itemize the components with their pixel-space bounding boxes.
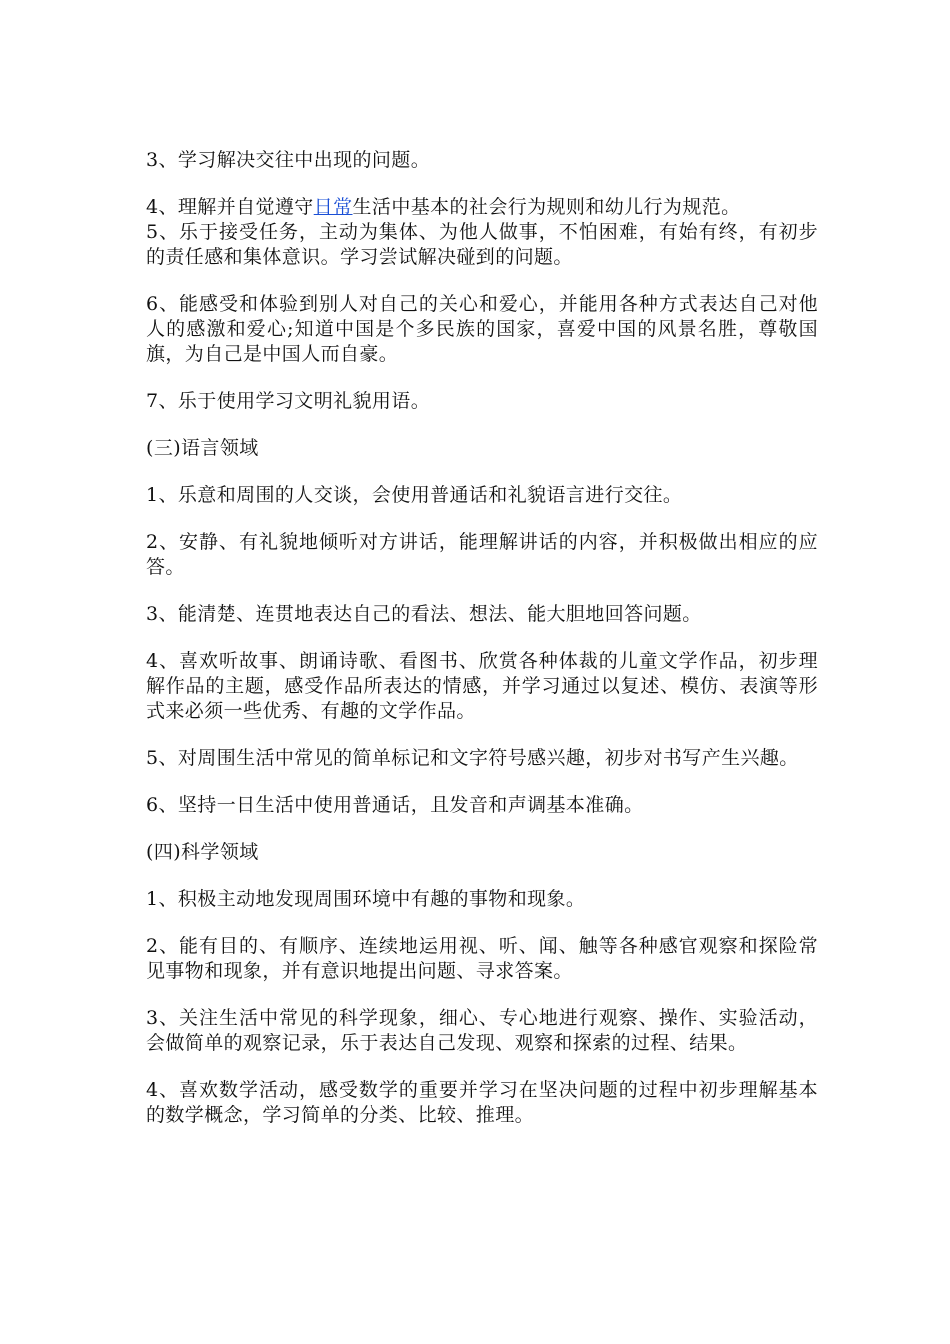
paragraph-science-1: 1、积极主动地发现周围环境中有趣的事物和现象。: [146, 888, 586, 910]
section-heading-science: (四)科学领域: [146, 841, 259, 863]
document-body: [146, 148, 818, 1150]
paragraph-language-2: 2、安静、有礼貌地倾听对方讲话，能理解讲话的内容，并积极做出相应的应答。: [146, 531, 818, 578]
paragraph-social-6: 6、能感受和体验到别人对自己的关心和爱心，并能用各种方式表达自己对他人的感激和爱心;知道中国是个多民族的国家，喜爱中国的风景名胜，尊敬国旗，为自己是中国人而自豪。: [146, 293, 818, 365]
paragraph-language-5: 5、对周围生活中常见的简单标记和文字符号感兴趣，初步对书写产生兴趣。: [146, 747, 799, 769]
paragraph-language-6: 6、坚持一日生活中使用普通话，且发音和声调基本准确。: [146, 794, 644, 816]
paragraph-social-5: 5、乐于接受任务，主动为集体、为他人做事，不怕困难，有始有终，有初步的责任感和集体意识。学习尝试解决碰到的问题。: [146, 221, 818, 268]
paragraph-social-4-suffix: 生活中基本的社会行为规则和幼儿行为规范。: [352, 196, 741, 218]
daily-life-link[interactable]: 日常: [313, 196, 353, 218]
paragraph-science-2: 2、能有目的、有顺序、连续地运用视、听、闻、触等各种感官观察和探险常见事物和现象，并有意识地提出问题、寻求答案。: [146, 935, 818, 982]
section-heading-language: (三)语言领域: [146, 437, 259, 459]
paragraph-social-7: 7、乐于使用学习文明礼貌用语。: [146, 390, 431, 412]
paragraph-social-4: [146, 195, 818, 220]
paragraph-science-3: 3、关注生活中常见的科学现象，细心、专心地进行观察、操作、实验活动，会做简单的观察记录，乐于表达自己发现、观察和探索的过程、结果。: [146, 1007, 818, 1054]
paragraph-social-4-prefix: 4、理解并自觉遵守: [146, 196, 314, 218]
paragraph-language-1: 1、乐意和周围的人交谈，会使用普通话和礼貌语言进行交往。: [146, 484, 683, 506]
paragraph-science-4: 4、喜欢数学活动，感受数学的重要并学习在坚决问题的过程中初步理解基本的数学概念，学习简单的分类、比较、推理。: [146, 1079, 818, 1126]
paragraph-language-4: 4、喜欢听故事、朗诵诗歌、看图书、欣赏各种体裁的儿童文学作品，初步理解作品的主题，感受作品所表达的情感，并学习通过以复述、模仿、表演等形式来必须一些优秀、有趣的文学作品。: [146, 650, 818, 722]
paragraph-language-3: 3、能清楚、连贯地表达自己的看法、想法、能大胆地回答问题。: [146, 603, 702, 625]
paragraph-social-3: 3、学习解决交往中出现的问题。: [146, 149, 431, 171]
